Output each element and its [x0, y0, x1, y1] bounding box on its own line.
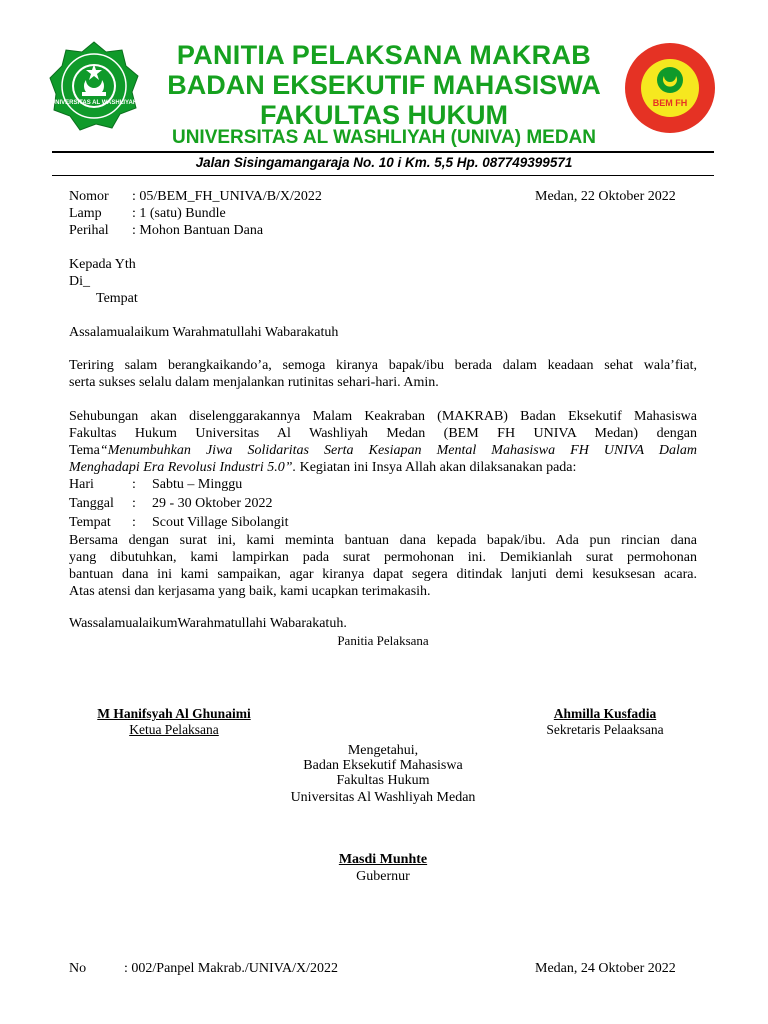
footer-no-label: No: [69, 961, 87, 976]
paragraph-2-tail: Kegiatan ini Insya Allah akan dilaksanakan pada:: [296, 460, 577, 475]
nomor-label: Nomor: [69, 189, 109, 204]
paragraph-3-line-2: yang dibutuhkan, kami lampirkan pada surat permohonan ini. Demikianlah surat permohonan: [69, 550, 697, 565]
recipient-line-3: Tempat: [96, 291, 138, 306]
hari-colon: :: [132, 477, 136, 492]
nomor-value: : 05/BEM_FH_UNIVA/B/X/2022: [132, 189, 322, 204]
paragraph-2-line-3: [69, 442, 697, 459]
lamp-label: Lamp: [69, 206, 102, 221]
right-signatory-name: Ahmilla Kusfadia: [553, 706, 657, 721]
bem-fh-logo-center: BEM FH: [652, 98, 688, 108]
acknowledged-line-1: Mengetahui,: [347, 743, 419, 758]
footer-date: Medan, 24 Oktober 2022: [535, 961, 676, 976]
paragraph-2-line-1: Sehubungan akan diselenggarakannya Malam Keakraban (MAKRAB) Badan Eksekutif Mahasiswa: [69, 409, 697, 424]
header-divider-top: [52, 151, 714, 153]
acknowledged-line-3: Fakultas Hukum: [336, 773, 430, 788]
governor-name: Masdi Munhte: [338, 852, 428, 867]
header-divider-bottom: [52, 175, 714, 176]
paragraph-1-line-2: serta sukses selalu dalam menjalankan rutinitas sehari-hari. Amin.: [69, 375, 439, 390]
tempat-colon: :: [132, 515, 136, 530]
committee-label: Panitia Pelaksana: [337, 633, 429, 648]
left-signatory-name: M Hanifsyah Al Ghunaimi: [97, 706, 251, 721]
recipient-line-1: Kepada Yth: [69, 257, 136, 272]
paragraph-2-line-4: [69, 459, 576, 476]
tempat-value: Scout Village Sibolangit: [152, 515, 289, 530]
acknowledged-line-4: Universitas Al Washliyah Medan: [290, 790, 476, 805]
governor-title: Gubernur: [356, 869, 410, 884]
header-line-4: UNIVERSITAS AL WASHLIYAH (UNIVA) MEDAN: [171, 127, 596, 148]
footer-no-value: : 002/Panpel Makrab./UNIVA/X/2022: [124, 961, 338, 976]
perihal-label: Perihal: [69, 223, 109, 238]
tempat-label: Tempat: [69, 515, 111, 530]
paragraph-3-line-4: Atas atensi dan kerjasama yang baik, kami ucapkan terimakasih.: [69, 584, 431, 599]
perihal-value: : Mohon Bantuan Dana: [132, 223, 264, 238]
tanggal-colon: :: [132, 496, 136, 511]
tanggal-value: 29 - 30 Oktober 2022: [152, 496, 273, 511]
closing: WassalamualaikumWarahmatullahi Wabarakatuh.: [69, 616, 347, 631]
university-logo-text: UNIVERSITAS AL WASHLIYAH: [50, 100, 138, 106]
paragraph-2-line-2: Fakultas Hukum Universitas Al Washliyah Medan (BEM FH UNIVA Medan) dengan: [69, 426, 697, 441]
left-signatory-title: Ketua Pelaksana: [129, 722, 219, 737]
header-address: Jalan Sisingamangaraja No. 10 i Km. 5,5 Hp. 087749399571: [195, 155, 573, 170]
lamp-value: : 1 (satu) Bundle: [132, 206, 226, 221]
header-line-1: PANITIA PELAKSANA MAKRAB: [176, 40, 592, 70]
header-line-3: FAKULTAS HUKUM: [260, 100, 508, 130]
paragraph-2-theme-end: Menghadapi Era Revolusi Industri 5.0”.: [69, 460, 297, 475]
right-signatory-title: Sekretaris Pelaaksana: [546, 722, 664, 737]
greeting: Assalamualaikum Warahmatullahi Wabarakatuh: [69, 325, 339, 340]
paragraph-3-line-3: bantuan dana ini kami sampaikan, agar kiranya dapat segera ditindak lanjuti demi kesuksesan acara.: [69, 567, 697, 582]
hari-value: Sabtu – Minggu: [152, 477, 243, 492]
paragraph-3-line-1: Bersama dengan surat ini, kami meminta bantuan dana kepada bapak/ibu. Ada pun rincian dana: [69, 533, 697, 548]
acknowledged-line-2: Badan Eksekutif Mahasiswa: [303, 758, 463, 773]
header-line-2: BADAN EKSEKUTIF MAHASISWA: [167, 70, 601, 100]
paragraph-2-theme-label: Tema: [69, 443, 100, 458]
paragraph-2-theme-start: “Menumbuhkan Jiwa Solidaritas Serta Kesiapan Mental Mahasiswa FH UNIVA Dalam: [99, 443, 697, 458]
hari-label: Hari: [69, 477, 94, 492]
recipient-line-2: Di_: [69, 274, 90, 289]
letter-date: Medan, 22 Oktober 2022: [535, 189, 676, 204]
tanggal-label: Tanggal: [69, 496, 114, 511]
paragraph-1-line-1: Teriring salam berangkaikando’a, semoga kiranya bapak/ibu berada dalam keadaan sehat wala’fiat,: [69, 358, 697, 373]
